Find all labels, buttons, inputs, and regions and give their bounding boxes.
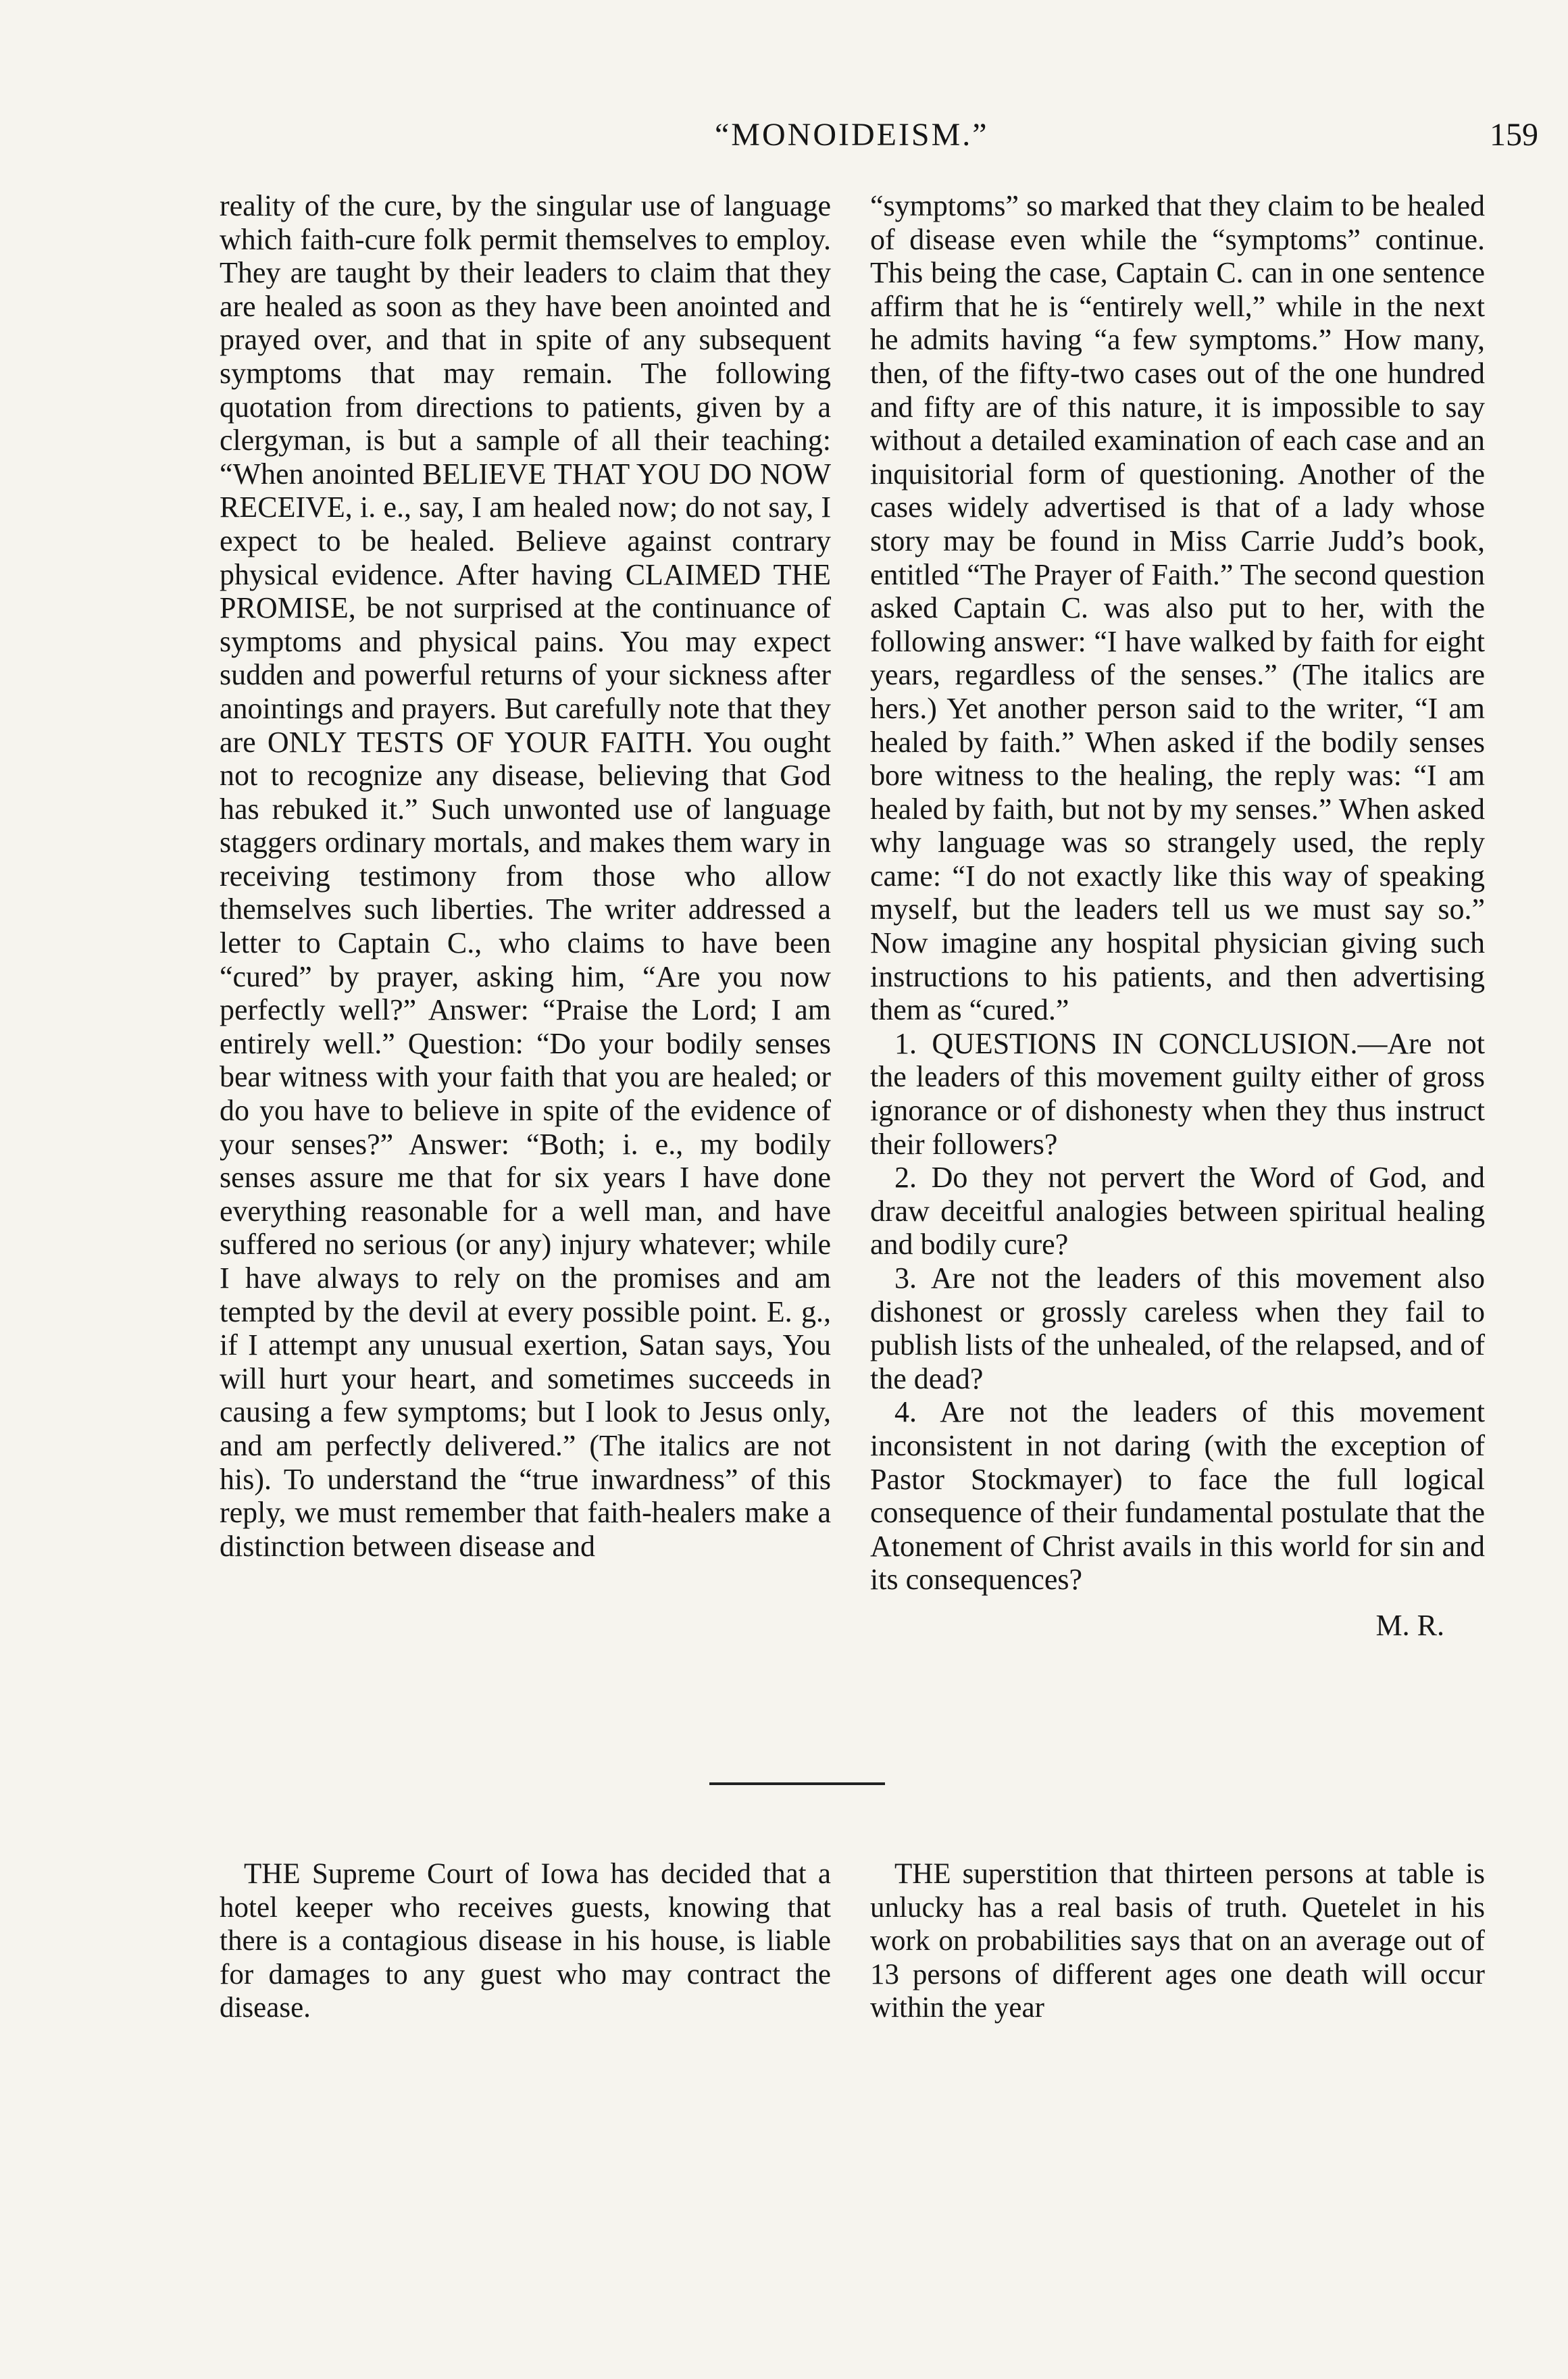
question-2: 2. Do they not pervert the Word of God, and draw deceitful analogies between spiritual healing and bodily cure? <box>870 1161 1485 1261</box>
article-left-column <box>220 189 831 1563</box>
running-title: “MONOIDEISM.” <box>715 117 989 153</box>
article-body-right: “symptoms” so marked that they claim to be healed of disease even while the “symptoms” continue. This being the case, Captain C. can in one sentence affirm that he is “entirely well,” while in the next he admits having “a few symptoms.” How many, then, of the fifty-two cases out of the one hundred and fifty are of this nature, it is impossible to say without a detailed examination of each case and an inquisitorial form of questioning. Another of the cases widely advertised is that of a lady whose story may be found in Miss Carrie Judd’s book, entitled “The Prayer of Faith.” The second question asked Captain C. was also put to her, with the following answer: “I have walked by faith for eight years, regardless of the senses.” (The italics are hers.) Yet another person said to the writer, “I am healed by faith.” When asked if the bodily senses bore witness to the healing, the reply was: “I am healed by faith, but not by my senses.” When asked why language was so strangely used, the reply came: “I do not exactly like this way of speaking myself, but the leaders tell us we must say so.” Now imagine any hospital physician giving such instructions to his patients, and then advertising them as “cured.” <box>870 189 1485 1027</box>
question-4: 4. Are not the leaders of this movement inconsistent in not daring (with the exception of Pastor Stockmayer) to face the full logical consequence of their fundamental postulate that the Atonement of Christ avails in this world for sin and its consequences? <box>870 1395 1485 1597</box>
note-thirteen-superstition: THE superstition that thirteen persons at table is unlucky has a real basis of truth. Quetelet in his work on probabilities says that on an average out of 13 persons of different ages one death will occur within the year <box>870 1858 1485 2024</box>
question-3: 3. Are not the leaders of this movement also dishonest or grossly careless when they fail to publish lists of the unhealed, of the relapsed, and of the dead? <box>870 1261 1485 1395</box>
article-body-left: reality of the cure, by the singular use of language which faith-cure folk permit themselves to employ. They are taught by their leaders to claim that they are healed as soon as they have been anointed and prayed over, and that in spite of any subsequent symptoms that may remain. The following quotation from directions to patients, given by a clergyman, is but a sample of all their teaching: “When anointed BELIEVE THAT YOU DO NOW RECEIVE, i. e., say, I am healed now; do not say, I expect to be healed. Believe against contrary physical evidence. After having CLAIMED THE PROMISE, be not surprised at the continuance of symptoms and physical pains. You may expect sudden and powerful returns of your sickness after anointings and prayers. But carefully note that they are ONLY TESTS OF YOUR FAITH. You ought not to recognize any disease, believing that God has rebuked it.” Such unwonted use of language staggers ordinary mortals, and makes them wary in receiving testimony from those who allow themselves such liberties. The writer addressed a letter to Captain C., who claims to have been “cured” by prayer, asking him, “Are you now perfectly well?” Answer: “Praise the Lord; I am entirely well.” Question: “Do your bodily senses bear witness with your faith that you are healed; or do you have to believe in spite of the evidence of your senses?” Answer: “Both; i. e., my bodily senses assure me that for six years I have done everything reasonable for a well man, and have suffered no serious (or any) injury whatever; while I have always to rely on the promises and am tempted by the devil at every possible point. E. g., if I attempt any unusual exertion, Satan says, You will hurt your heart, and sometimes succeeds in causing a few symptoms; but I look to Jesus only, and am perfectly delivered.” (The italics are not his). To understand the “true inwardness” of this reply, we must remember that faith-healers make a distinction between disease and <box>220 189 831 1563</box>
question-1: 1. QUESTIONS IN CONCLUSION.—Are not the leaders of this movement guilty either of gross ignorance or of dishonesty when they thus instruct their followers? <box>870 1026 1485 1161</box>
article-right-column <box>870 189 1485 1643</box>
page-header <box>0 116 1568 170</box>
note-iowa-court: THE Supreme Court of Iowa has decided that a hotel keeper who receives guests, knowing that there is a contagious disease in his house, is liable for damages to any guest who may contract the disease. <box>220 1858 831 2024</box>
section-divider <box>709 1782 885 1785</box>
page-number: 159 <box>1490 117 1538 153</box>
author-signature: M. R. <box>1375 1608 1444 1642</box>
